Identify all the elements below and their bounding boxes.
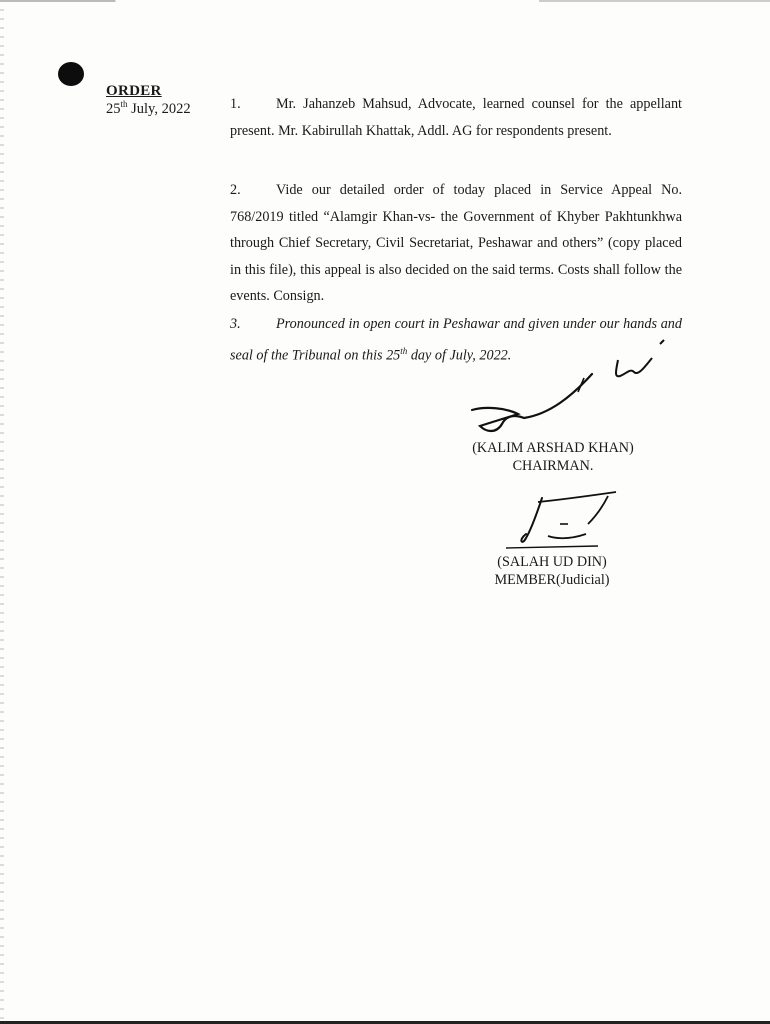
punch-hole <box>58 62 84 86</box>
scan-artifact-left-edge <box>0 0 4 1024</box>
order-date <box>106 99 191 118</box>
paragraph-number: 3. <box>230 316 241 332</box>
paragraph-number: 2. <box>230 182 241 198</box>
order-date-day: 25 <box>106 100 121 117</box>
order-heading: ORDER <box>106 83 162 99</box>
initial-mark <box>604 338 674 383</box>
paragraph-text: Vide our detailed order of today placed in Service Appeal No. 768/2019 titled “Alamgir Khan-vs- the Government of Khyber Pakhtunkhwa through Chief Secretary, Civil Secretariat, Peshawar and others” (copy placed in this file), this appeal is also decided on the said terms. Costs shall follow the events. Consign. <box>230 182 682 304</box>
chairman-designation: CHAIRMAN. <box>512 458 594 474</box>
member-designation: MEMBER(Judicial) <box>494 572 610 588</box>
order-date-suffix: th <box>120 99 128 109</box>
member-signature <box>498 488 628 552</box>
paragraph-text-end: day of July, 2022. <box>407 347 512 364</box>
paragraph-text-sup: th <box>400 345 408 356</box>
member-signature-block <box>452 553 652 589</box>
paragraph-text: Pronounced in open court in Peshawar and given under our hands and seal of the Tribunal on this 25 <box>230 316 682 364</box>
chairman-signature <box>466 366 606 438</box>
order-date-rest: July, 2022 <box>127 100 191 117</box>
paragraph-number: 1. <box>230 96 241 112</box>
paragraph-2 <box>230 177 682 310</box>
chairman-signature-block <box>448 439 658 475</box>
member-name: (SALAH UD DIN) <box>497 554 607 570</box>
chairman-name: (KALIM ARSHAD KHAN) <box>472 440 634 456</box>
scan-artifact-top <box>0 0 770 2</box>
paragraph-1 <box>230 91 682 144</box>
paragraph-text: Mr. Jahanzeb Mahsud, Advocate, learned counsel for the appellant present. Mr. Kabirullah Khattak, Addl. AG for respondents present. <box>230 96 682 139</box>
